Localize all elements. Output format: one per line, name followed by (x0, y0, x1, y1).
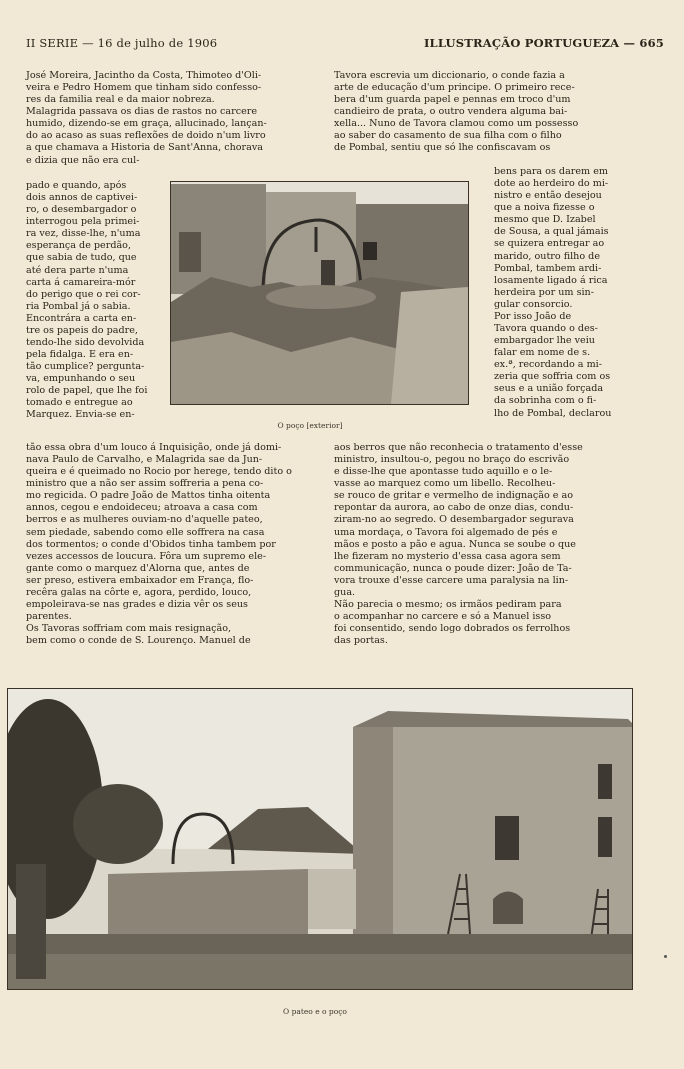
left-column-bottom-text: tão essa obra d'um louco á Inquisição, onde já domi- nava Paulo de Carvalho, e Malagrida sae da Jun- queira e é queimado no Rocio por herege, tendo dito o ministro que a não ser assim soffreria a pena co- mo regicida. O padre João de Mattos tinha oitenta annos, cegou e endoideceu; atroava a casa com berros e as mulheres ouviam-no d'aquelle pateo, sem piedade, sabendo como elle soffrera na casa dos tormentos; o conde d'Obidos tinha tambem por vezes accessos de loucura. Fôra um supremo ele- gante como o marquez d'Alorna que, antes de ser preso, estivera embaixador em França, flo- recêra galas na côrte e, agora, perdido, louco, empoleirava-se nas grades e dizia vêr os seus parentes. Os Tavoras soffriam com mais resignação, bem como o conde de S. Lourenço. Manuel de (26, 442, 292, 647)
right-column-bottom-text: aos berros que não reconhecia o tratamento d'esse ministro, insultou-o, pegou no braço do escrivão e disse-lhe que apontasse tudo aquillo e o le- vasse ao marquez como um libello. Recolheu- se rouco de gritar e vermelho de indignação e ao repontar da aurora, ao cabo de onze dias, condu- ziram-no ao segredo. O desembargador segurava uma mordaça, o Tavora foi algemado de pés e mãos e posto a pão e agua. Nunca se soube o que lhe fizeram no mysterio d'essa casa agora sem communicação, nunca o poude dizer: João de Ta- vora trouxe d'esse carcere uma paralysia na lin- gua. Não parecia o mesmo; os irmãos pediram para o acompanhar no carcere e só a Manuel isso foi consentido, sendo logo dobrados os ferrolhos das portas. (334, 442, 583, 647)
page-header-magazine-page: ILLUSTRAÇÃO PORTUGUEZA — 665 (423, 36, 664, 50)
right-column-top-text: Tavora escrevia um diccionario, o conde fazia a arte de educação d'um principe. O primeiro rece- bera d'um guarda papel e pennas em troco d'um candieiro de prata, o outro vendera alguma bai- xella... Nuno de Tavora clamou como um possesso ao saber do casamento de sua filha com o filho de Pombal, sentiu que só lhe confiscavam os (334, 70, 579, 154)
photo-well-exterior (170, 181, 469, 405)
page-header-series-date: II SERIE — 16 de julho de 1906 (26, 36, 218, 50)
right-column-narrow-text: bens para os darem em dote ao herdeiro do mi- nistro e então desejou que a noiva fizesse o mesmo que D. Izabel de Sousa, a qual jámais se quizera entregar ao marido, outro filho de Pombal, tambem ardi- losamente ligado á rica herdeira por um sin- gular consorcio. Por isso João de Tavora quando o des- embargador lhe veiu falar em nome de s. ex.ª, recordando a mi- zeria que soffria com os seus e a união forçada da sobrinha com o fi- lho de Pombal, declarou (494, 166, 612, 419)
print-speck (664, 955, 667, 958)
photo-caption-well-exterior: O poço [exterior] (277, 421, 343, 430)
photo-caption-courtyard-well: O pateo e o poço (283, 1007, 347, 1016)
photo-courtyard-well (7, 688, 633, 990)
left-column-narrow-text: pado e quando, após dois annos de captivei- ro, o desembargador o interrogou pela primei- ra vez, disse-lhe, n'uma esperança de perdão, que sabia de tudo, que até dera parte n'uma carta á camareira-mór do perigo que o rei cor- ria Pombal já o sabia. Encontrára a carta en- tre os papeis do padre, tendo-lhe sido devolvida pela fidalga. E era en- tão cumplice? pergunta- va, empunhando o seu rolo de papel, que lhe foi tomado e entregue ao Marquez. Envia-se en- (26, 180, 148, 421)
left-column-top-text: José Moreira, Jacintho da Costa, Thimoteo d'Oli- veira e Pedro Homem que tinham sido confesso- res da familia real e da maior nobreza. Malagrida passava os dias de rastos no carcere humido, dizendo-se em graça, allucinado, lançan- do ao acaso as suas reflexões de doido n'um livro a que chamava a Historia de Sant'Anna, chorava e dizia que não era cul- (26, 70, 267, 166)
